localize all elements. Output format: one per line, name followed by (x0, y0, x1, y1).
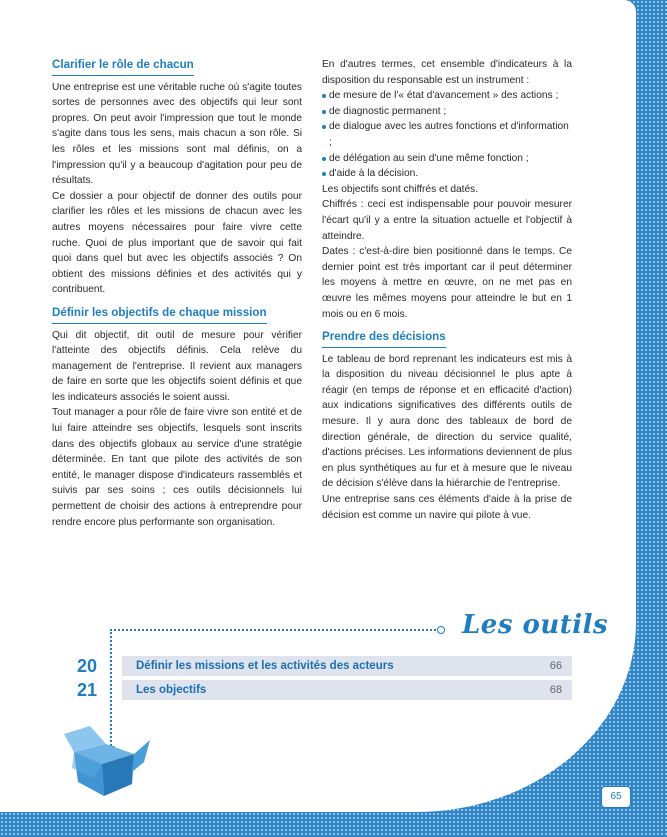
page-number: 65 (601, 786, 631, 808)
list-item: de dialogue avec les autres fonctions et d'information ; (322, 119, 572, 150)
paragraph: Une entreprise sans ces éléments d'aide à la prise de décision est comme un navire qui pilote à vue. (322, 494, 572, 521)
tool-row[interactable] (52, 656, 572, 676)
paragraph: Dates : c'est-à-dire bien positionné dans le temps. Ce dernier point est très important car il peut déterminer les moyens à mettre en œuvre, on ne met pas en œuvre les mêmes moyens pour atteindre le but en 1 mois ou en 6 mois. (322, 246, 572, 320)
dotted-connector (110, 629, 436, 631)
paragraph: Les objectifs sont chiffrés et datés. (322, 183, 479, 195)
tool-label[interactable]: Les objectifs (136, 684, 207, 696)
list-item: de délégation au sein d'une même fonction ; (322, 151, 572, 167)
tool-number: 21 (76, 680, 98, 700)
heading-clarifier-role: Clarifier le rôle de chacun (52, 57, 194, 76)
paragraph: Une entreprise est une véritable ruche où s'agite toutes sortes de personnes avec des objectifs qui leur sont propres. On peut avoir l'impression que tout le monde s'agite dans tous les sens, mais chacun a son rôle. Si les rôles et les missions sont mal définis, on a l'impression qu'il y a beaucoup d'agitation pour peu de résultats. (52, 81, 302, 187)
paragraph: Le tableau de bord reprenant les indicateurs est mis à la disposition du niveau décisionnel le plus apte à réagir (en temps de réponse et en efficacité d'action) aux indications significatives des différents outils de mesure. Il y aura donc des tableaux de bord de direction générale, de direction du service qualité, d'actions précises. Les informations deviennent de plus en plus synthétiques au fur et à mesure que le niveau de décision s'élève dans la hiérarchie de l'entreprise. (322, 353, 572, 490)
paragraph: Chiffrés : ceci est indispensable pour pouvoir mesurer l'écart qu'il y a entre la situation actuelle et l'objectif à atteindre. (322, 199, 572, 242)
connector-dot (437, 626, 445, 634)
paragraph: Qui dit objectif, dit outil de mesure pour vérifier l'atteinte des objectifs définis. Cela relève du management de l'entreprise. Il revient aux managers de faire en sorte que les objectifs soient définis et que les indicateurs associés le soient aussi. (52, 329, 302, 403)
paragraph: Tout manager a pour rôle de faire vivre son entité et de lui faire atteindre ses objectifs, lesquels sont inscrits dans des objectifs globaux au service d'une stratégie déterminée. En tant que pilote des activités de son entité, le manager dispose d'indicateurs rassemblés et suivis par ses soins ; ces outils décisionnels lui permettent de choisir des actions à entreprendre pour rendre encore plus performante son organisation. (52, 407, 302, 528)
list-item: de diagnostic permanent ; (322, 104, 572, 120)
tool-page: 66 (549, 660, 562, 672)
tool-bar[interactable] (122, 656, 572, 676)
bullet-list (322, 88, 572, 182)
paragraph-intro: En d'autres termes, cet ensemble d'indicateurs à la disposition du responsable est un instrument : (322, 59, 572, 86)
right-column (322, 57, 572, 523)
left-column (52, 57, 302, 530)
heading-definir-objectifs: Définir les objectifs de chaque mission (52, 305, 267, 324)
tool-label[interactable]: Définir les missions et les activités des acteurs (136, 660, 394, 672)
tool-page: 68 (549, 684, 562, 696)
list-item: de mesure de l'« état d'avancement » des actions ; (322, 88, 572, 104)
heading-prendre-decisions: Prendre des décisions (322, 329, 446, 348)
box-icon (64, 722, 154, 797)
list-item: d'aide à la décision. (322, 166, 572, 182)
tool-row[interactable] (52, 680, 572, 700)
paragraph: Ce dossier a pour objectif de donner des outils pour clarifier les rôles et les missions de chacun avec les autres moyens nécessaires pour faire vivre cette ruche. Quoi de plus important que de savoir qui fait quoi dans quel but avec les objectifs associés ? On obtient des missions définies et des activités qui y contribuent. (52, 190, 302, 296)
tool-bar[interactable] (122, 680, 572, 700)
tool-number: 20 (76, 656, 98, 676)
tools-title: Les outils (462, 610, 609, 640)
